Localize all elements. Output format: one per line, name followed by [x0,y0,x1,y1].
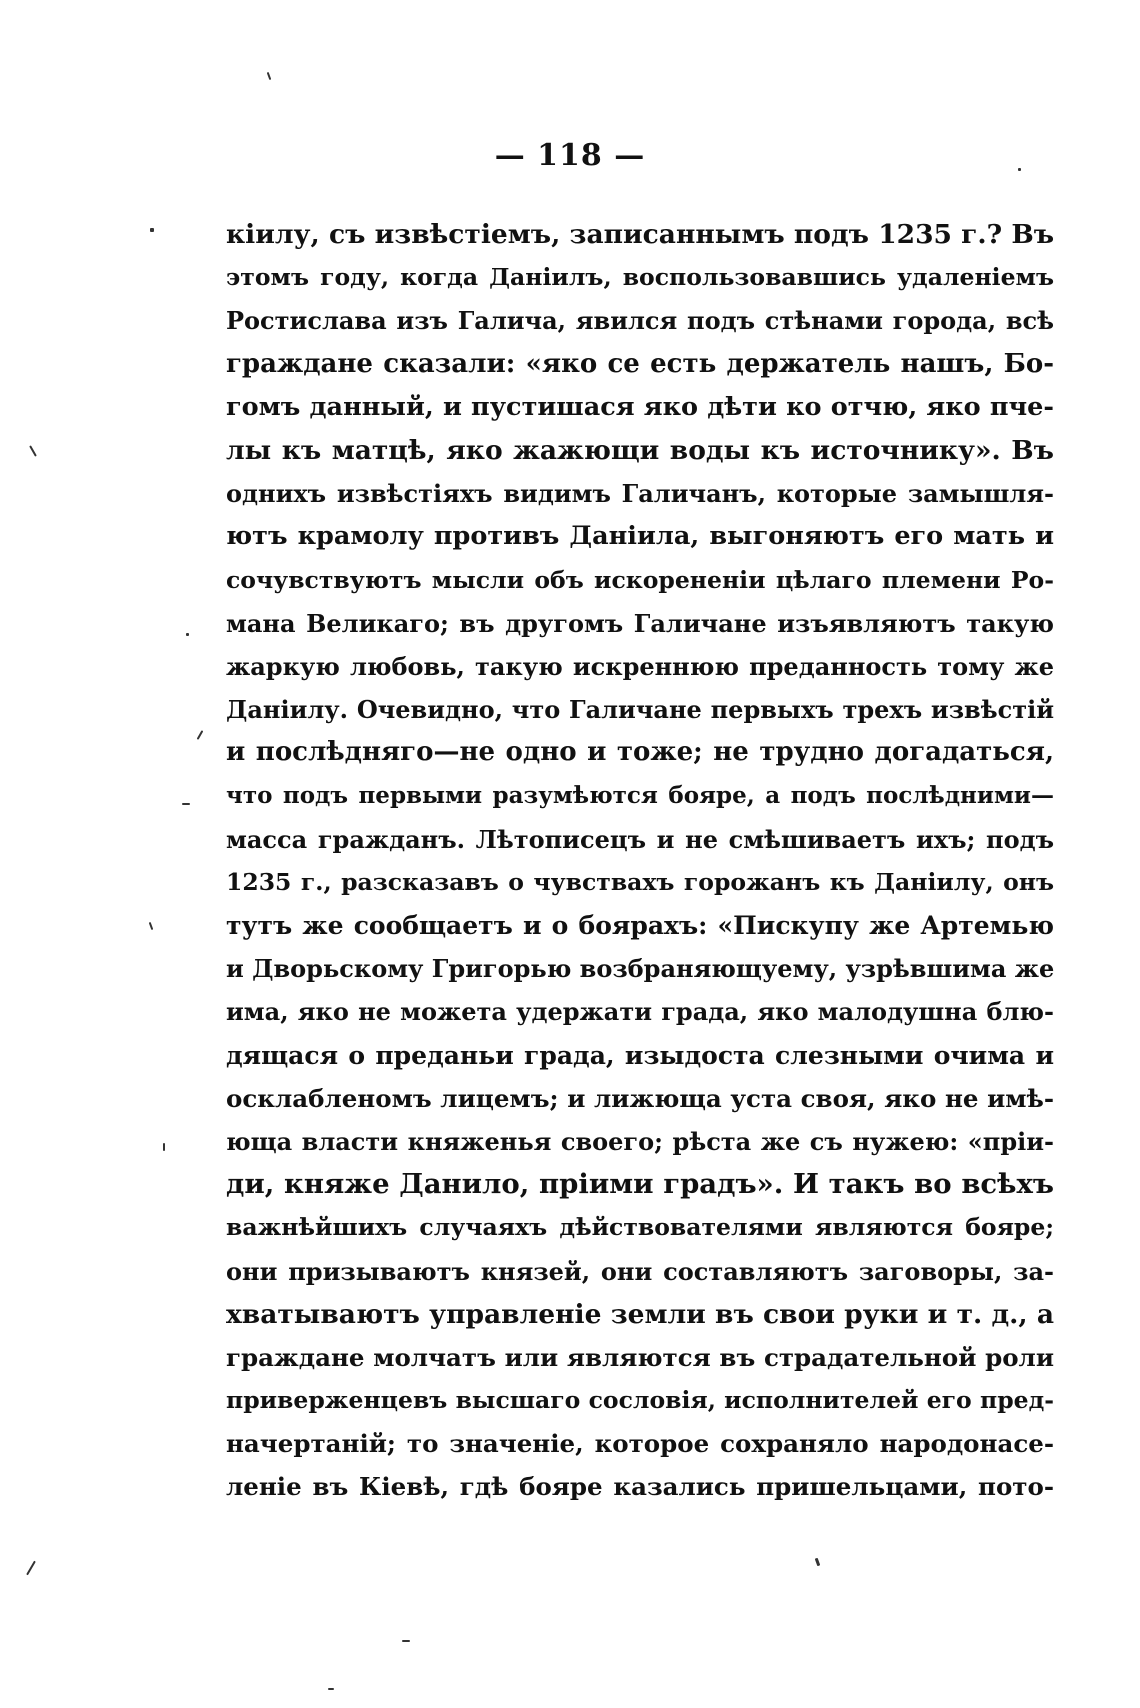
scan-speck [197,730,204,740]
text-line: сочувствуютъ мысли объ искорененiи цѣлаго племени Ро- [226,565,1054,594]
text-line: кiилу, съ извѣстiемъ, записаннымъ подъ 1235 г.? Въ [226,219,1055,250]
scan-speck [402,1640,410,1642]
text-line: юща власти княженья своего; рѣста же съ нужею: «прiи- [226,1126,1054,1156]
text-line: этомъ году, когда Данiилъ, воспользовавшись удаленiемъ [226,263,1054,292]
scan-speck [29,445,37,456]
page-number: — 118 — [494,138,646,173]
text-line: что подъ первыми разумѣются бояре, а подъ послѣдними— [226,782,1054,810]
scan-speck [149,922,154,930]
text-line: има, яко не можета удержати града, яко малодушна блю- [226,997,1054,1027]
scan-speck [186,633,189,636]
scan-speck [815,1558,821,1567]
text-line: ди, княже Данило, прiими градъ». И такъ во всѣхъ [226,1168,1054,1201]
text-line: дящася о преданьи града, изыдоста слезными очима и [226,1040,1054,1070]
text-line: лы къ матцѣ, яко жажющи воды къ источнику». Въ [226,434,1054,466]
scan-speck [163,1143,165,1151]
text-line: ютъ крамолу противъ Данiила, выгоняютъ его мать и [226,521,1054,552]
text-line: 1235 г., разсказавъ о чувствахъ горожанъ къ Данiилу, онъ [226,867,1054,896]
text-line: важнѣйшихъ случаяхъ дѣйствователями являются бояре; [226,1213,1054,1242]
text-line: мана Великаго; въ другомъ Галичане изъявляютъ такую [226,608,1054,638]
text-line: Данiилу. Очевидно, что Галичане первыхъ трехъ извѣстiй [226,695,1054,725]
text-line: масса гражданъ. Лѣтописецъ и не смѣшиваетъ ихъ; подъ [226,824,1054,854]
text-line: ленiе въ Кiевѣ, гдѣ бояре казались пришельцами, пото- [226,1472,1054,1502]
text-line: граждане сказали: «яко се есть держатель нашъ, Бо- [226,348,1054,379]
scan-speck [150,228,154,232]
text-line: граждане молчатъ или являются въ страдательной роли [226,1342,1054,1372]
text-line: Ростислава изъ Галича, явился подъ стѣнами города, всѣ [226,306,1054,336]
text-line: начертанiй; то значенiе, которое сохраняло народонасе- [226,1429,1054,1459]
scan-speck [1018,168,1021,171]
text-line: жаркую любовь, такую искреннюю преданность тому же [226,651,1054,681]
text-line: осклабленомъ лицемъ; и лижюща уста своя, яко не имѣ- [226,1083,1054,1113]
text-line: они призываютъ князей, они составляютъ заговоры, за- [226,1256,1054,1286]
text-line: однихъ извѣстiяхъ видимъ Галичанъ, которые замышля- [226,479,1054,509]
scan-speck [182,803,190,805]
text-line: приверженцевъ высшаго сословiя, исполнителей его пред- [226,1386,1054,1415]
text-line: гомъ данный, и пустишася яко дѣти ко отчю, яко пче- [226,391,1054,422]
scan-speck [267,72,272,80]
text-line: тутъ же сообщаетъ и о боярахъ: «Пискупу же Артемью [226,911,1054,940]
text-line: и послѣдняго—не одно и тоже; не трудно догадаться, [226,737,1054,768]
text-line: и Дворьскому Григорью возбраняющуему, узрѣвшима же [226,954,1055,984]
scan-speck [328,1688,334,1690]
scan-speck [26,1561,36,1576]
text-line: хватываютъ управленiе земли въ свои руки и т. д., а [226,1298,1054,1330]
body-text [226,213,1054,1509]
